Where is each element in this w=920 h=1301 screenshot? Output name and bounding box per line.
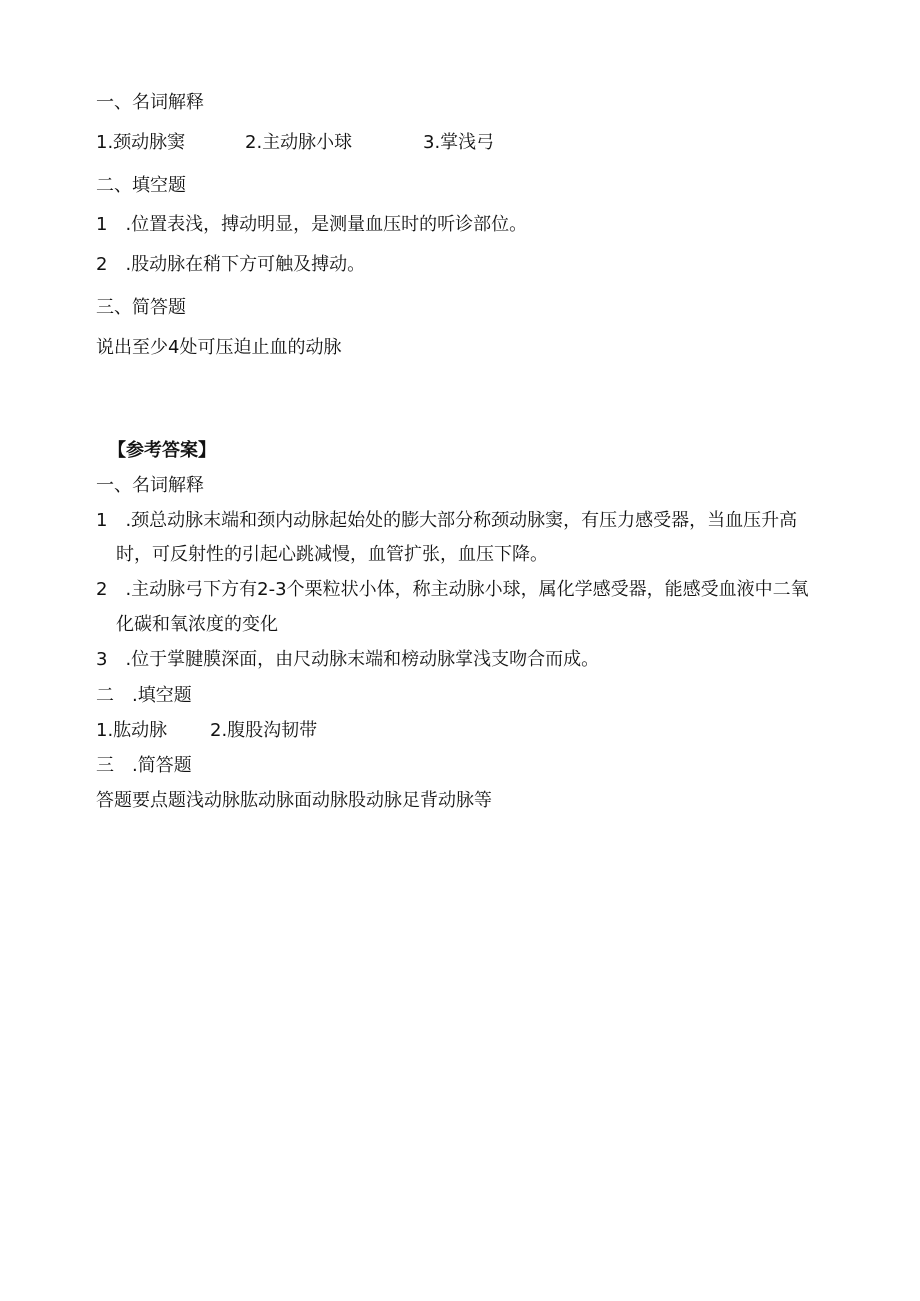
section2-heading: 二、填空题 <box>96 175 186 196</box>
answers-section1-heading: 一、名词解释 <box>96 475 204 496</box>
term-aortic-body: 2.主动脉小球 <box>245 132 353 153</box>
answer-term-brachial: 1.肱动脉 <box>96 720 168 741</box>
answers-section2-heading: 二 .填空题 <box>96 685 192 706</box>
short-answer-question: 说出至少4处可压迫止血的动脉 <box>96 337 342 358</box>
answer-item-2-line1: 2 .主动脉弓下方有2-3个栗粒状小体，称主动脉小球，属化学感受器，能感受血液中二氧 <box>96 579 809 600</box>
section1-heading: 一、名词解释 <box>96 92 204 113</box>
answers-section3-heading: 三 .简答题 <box>96 755 192 776</box>
answer-item-1-line2: 时，可反射性的引起心跳减慢，血管扩张，血压下降。 <box>116 544 548 565</box>
answer-item-1-line1: 1 .颈总动脉末端和颈内动脉起始处的膨大部分称颈动脉窦，有压力感受器，当血压升高 <box>96 510 798 531</box>
term-carotid-sinus: 1.颈动脉窦 <box>96 132 186 153</box>
answer-term-inguinal: 2.腹股沟韧带 <box>210 720 318 741</box>
section3-heading: 三、简答题 <box>96 297 186 318</box>
answers-section3-text: 答题要点题浅动脉肱动脉面动脉股动脉足背动脉等 <box>96 790 492 811</box>
answers-title: 【参考答案】 <box>108 440 216 461</box>
answer-item-3: 3 .位于掌腱膜深面，由尺动脉末端和榜动脉掌浅支吻合而成。 <box>96 649 600 670</box>
term-palmar-arch: 3.掌浅弓 <box>423 132 495 153</box>
fill-item-1: 1 .位置表浅，搏动明显，是测量血压时的听诊部位。 <box>96 214 528 235</box>
answer-item-2-line2: 化碳和氧浓度的变化 <box>116 614 278 635</box>
fill-item-2: 2 .股动脉在稍下方可触及搏动。 <box>96 254 366 275</box>
